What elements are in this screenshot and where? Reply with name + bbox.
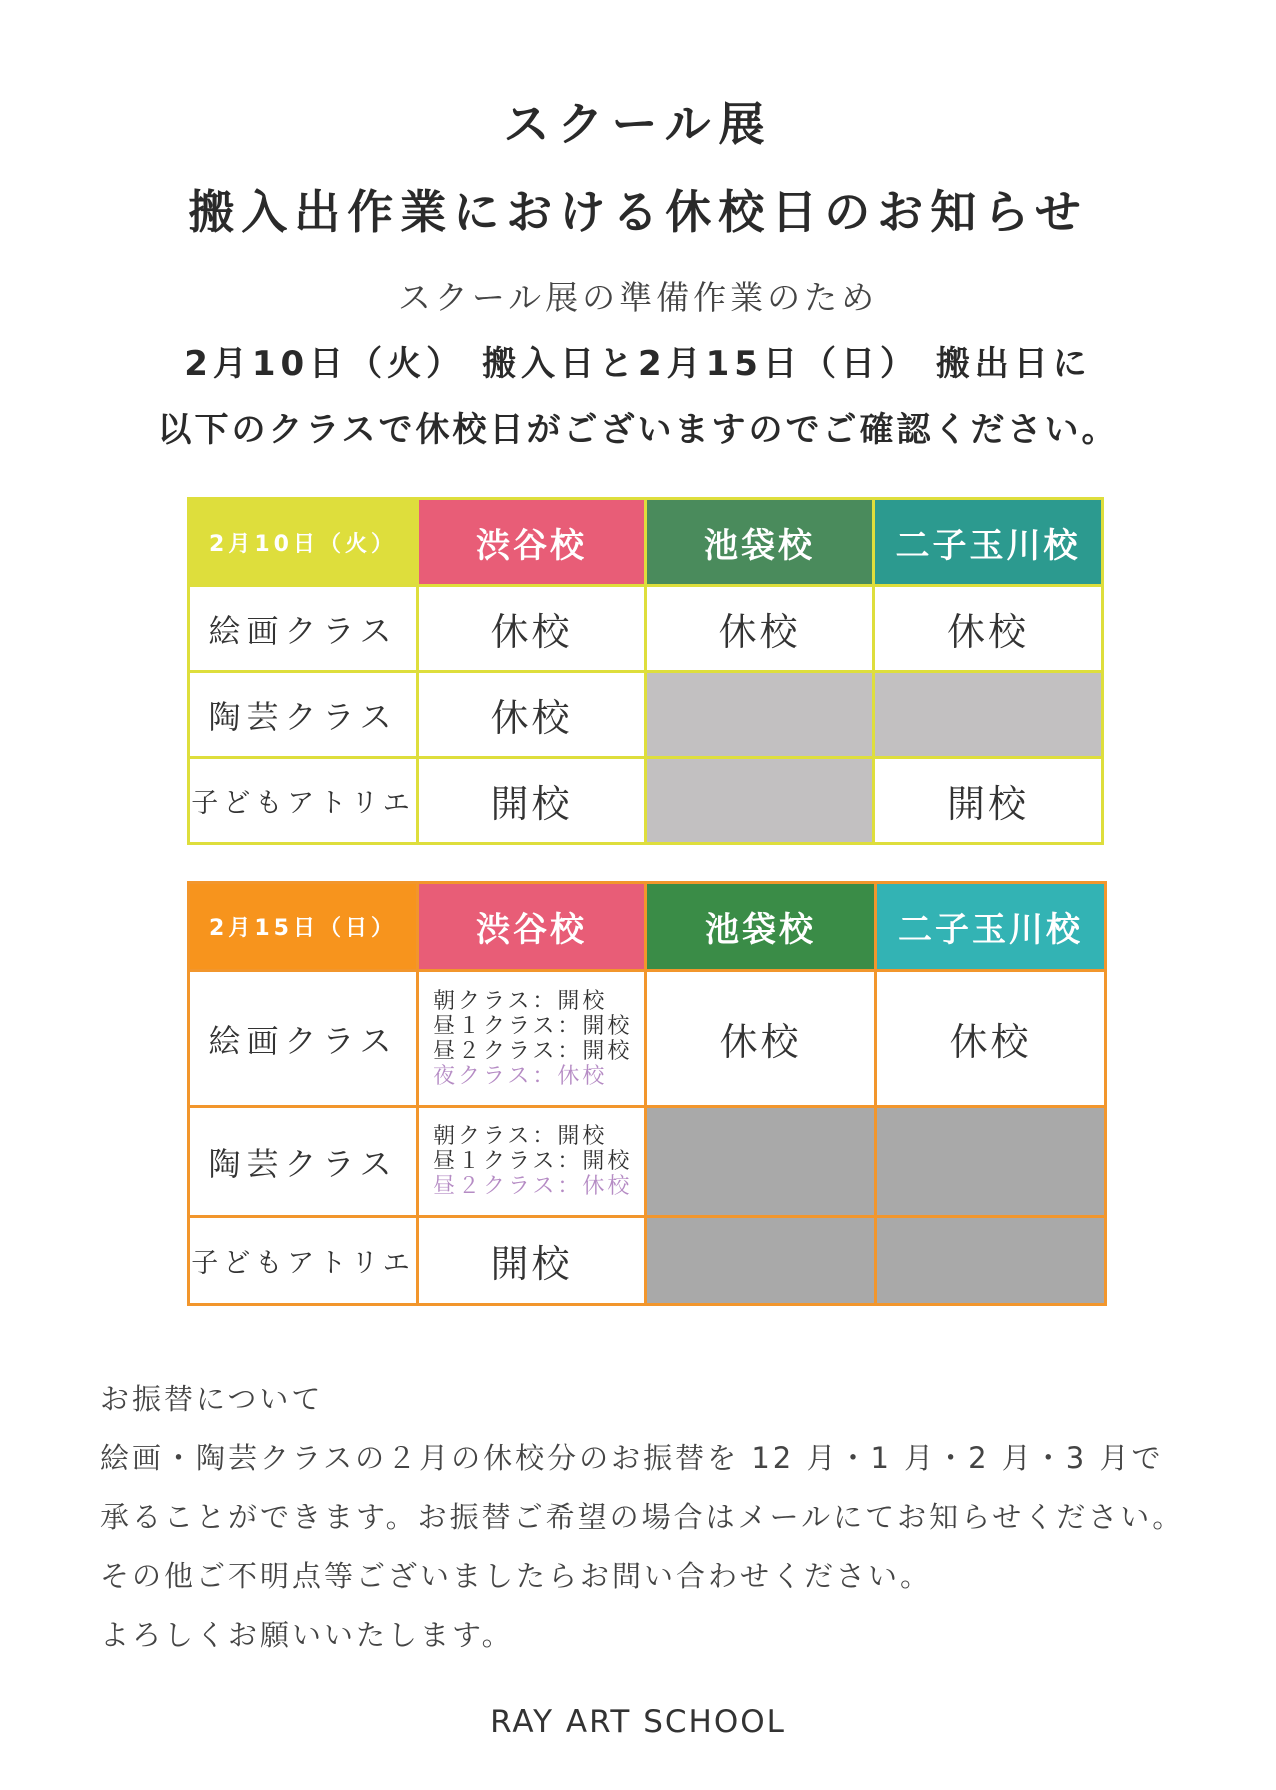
status-cell: 休校 xyxy=(646,971,876,1107)
campus-header-futako: 二子玉川校 xyxy=(876,883,1106,971)
note-text: その他ご不明点等ございましたらお問い合わせください。 xyxy=(100,1559,933,1593)
class-status-line: 昼２クラス：開校 xyxy=(433,1038,633,1064)
table-row xyxy=(189,1217,1106,1305)
status-cell: 休校 xyxy=(418,672,646,758)
intro-dates: 2月10日（火） 搬入日と2月15日（日） 搬出日に xyxy=(184,344,1092,384)
note-text: よろしくお願いいたします。 xyxy=(100,1618,514,1652)
status-cell: 開校 xyxy=(874,758,1103,844)
unavailable-cell xyxy=(646,758,874,844)
date-header: 2月10日（火） xyxy=(189,499,418,586)
campus-header-ikebukuro: 池袋校 xyxy=(646,499,874,586)
class-status-line: 朝クラス：開校 xyxy=(433,1124,608,1149)
status-cell: 休校 xyxy=(418,586,646,672)
table-row xyxy=(189,672,1103,758)
row-label: 陶芸クラス xyxy=(189,672,418,758)
table-header-row xyxy=(189,883,1106,971)
status-cell: 開校 xyxy=(418,758,646,844)
page-title: スクール展 xyxy=(503,97,773,151)
status-cell: 休校 xyxy=(646,586,874,672)
schedule-table-feb15 xyxy=(187,881,1107,1306)
class-status-line: 朝クラス：開校 xyxy=(433,988,608,1014)
class-status-line: 昼１クラス：開校 xyxy=(433,1013,633,1039)
campus-header-ikebukuro: 池袋校 xyxy=(646,883,876,971)
date-header: 2月15日（日） xyxy=(189,883,418,971)
row-label: 子どもアトリエ xyxy=(189,1217,418,1305)
table-row xyxy=(189,971,1106,1107)
note-heading: お振替について xyxy=(100,1382,324,1416)
intro-text: スクール展の準備作業のため xyxy=(397,278,879,317)
schedule-table-feb10 xyxy=(187,497,1104,845)
makeup-note xyxy=(100,1370,1260,1665)
row-label: 陶芸クラス xyxy=(189,1107,418,1217)
table-header-row xyxy=(189,499,1103,586)
table-row xyxy=(189,758,1103,844)
class-status-line-closed: 昼２クラス：休校 xyxy=(433,1174,633,1199)
status-cell: 休校 xyxy=(876,971,1106,1107)
class-status-line-closed: 夜クラス：休校 xyxy=(433,1063,608,1089)
note-text: 絵画・陶芸クラスの２月の休校分のお振替を 12 月・1 月・2 月・3 月で xyxy=(100,1441,1164,1475)
row-label: 絵画クラス xyxy=(189,586,418,672)
class-detail-cell xyxy=(418,1107,646,1217)
class-detail-cell xyxy=(418,971,646,1107)
note-text: 承ることができます。お振替ご希望の場合はメールにてお知らせください。 xyxy=(100,1500,1185,1534)
page-subtitle: 搬入出作業における休校日のお知らせ xyxy=(188,185,1088,239)
campus-header-futako: 二子玉川校 xyxy=(874,499,1103,586)
class-status-line: 昼１クラス：開校 xyxy=(433,1149,633,1174)
campus-header-shibuya: 渋谷校 xyxy=(418,883,646,971)
status-cell: 開校 xyxy=(418,1217,646,1305)
school-name: RAY ART SCHOOL xyxy=(490,1704,786,1740)
table-row xyxy=(189,586,1103,672)
campus-header-shibuya: 渋谷校 xyxy=(418,499,646,586)
status-cell: 休校 xyxy=(874,586,1103,672)
unavailable-cell xyxy=(646,672,874,758)
unavailable-cell xyxy=(874,672,1103,758)
row-label: 子どもアトリエ xyxy=(189,758,418,844)
unavailable-cell xyxy=(646,1107,876,1217)
unavailable-cell xyxy=(876,1217,1106,1305)
intro-instruction: 以下のクラスで休校日がございますのでご確認ください。 xyxy=(157,410,1119,450)
unavailable-cell xyxy=(646,1217,876,1305)
row-label: 絵画クラス xyxy=(189,971,418,1107)
unavailable-cell xyxy=(876,1107,1106,1217)
table-row xyxy=(189,1107,1106,1217)
